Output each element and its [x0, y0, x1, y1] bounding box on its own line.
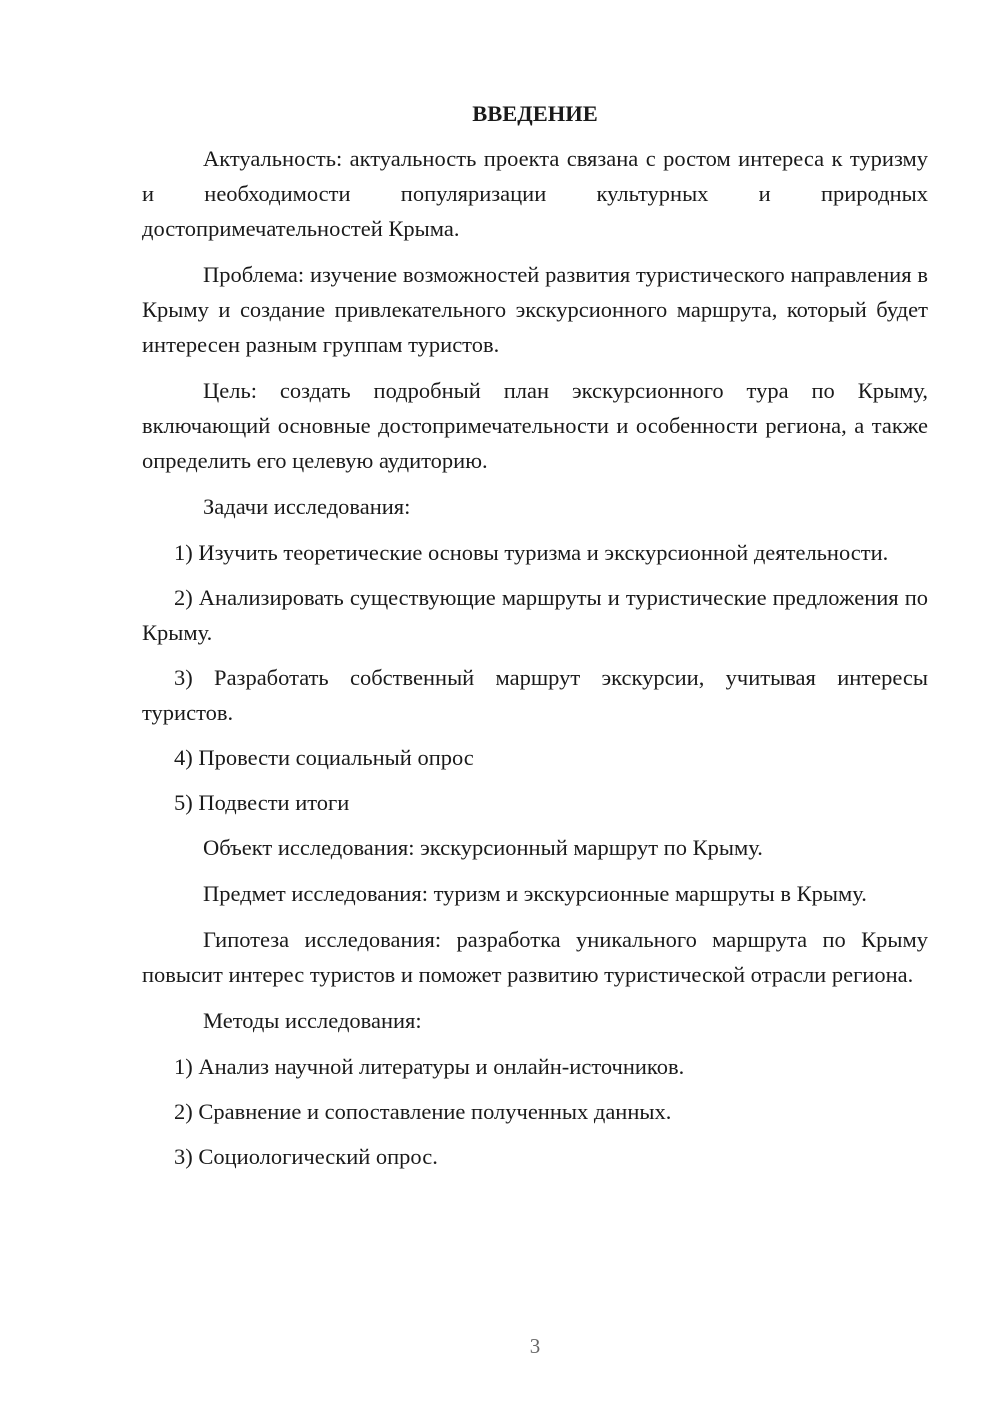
document-page	[142, 96, 928, 1184]
problem-paragraph: Проблема: изучение возможностей развития туристического направления в Крыму и создание привлекательного экскурсионного маршрута, который будет интересен разным группам туристов.	[142, 262, 928, 357]
method-item-1: 1) Анализ научной литературы и онлайн-источников.	[174, 1054, 685, 1079]
task-item-4: 4) Провести социальный опрос	[174, 745, 474, 770]
task-item-2: 2) Анализировать существующие маршруты и туристические предложения по Крыму.	[142, 585, 928, 645]
methods-heading: Методы исследования:	[203, 1008, 422, 1033]
subject-paragraph: Предмет исследования: туризм и экскурсионные маршруты в Крыму.	[203, 881, 867, 906]
goal-paragraph: Цель: создать подробный план экскурсионного тура по Крыму, включающий основные достопримечательности и особенности региона, а также определить его целевую аудиторию.	[142, 378, 928, 473]
page-number: 3	[529, 1334, 541, 1358]
hypothesis-paragraph: Гипотеза исследования: разработка уникального маршрута по Крыму повысит интерес туристов и поможет развитию туристической отрасли региона.	[142, 927, 928, 987]
task-item-5: 5) Подвести итоги	[174, 790, 350, 815]
task-item-3: 3) Разработать собственный маршрут экскурсии, учитывая интересы туристов.	[142, 665, 928, 725]
object-paragraph: Объект исследования: экскурсионный маршрут по Крыму.	[203, 835, 763, 860]
page-title: ВВЕДЕНИЕ	[472, 101, 598, 126]
tasks-heading: Задачи исследования:	[203, 494, 411, 519]
relevance-paragraph: Актуальность: актуальность проекта связана с ростом интереса к туризму и необходимости популяризации культурных и природных достопримечательностей Крыма.	[142, 146, 928, 241]
method-item-2: 2) Сравнение и сопоставление полученных данных.	[174, 1099, 672, 1124]
method-item-3: 3) Социологический опрос.	[174, 1144, 438, 1169]
task-item-1: 1) Изучить теоретические основы туризма и экскурсионной деятельности.	[174, 540, 889, 565]
